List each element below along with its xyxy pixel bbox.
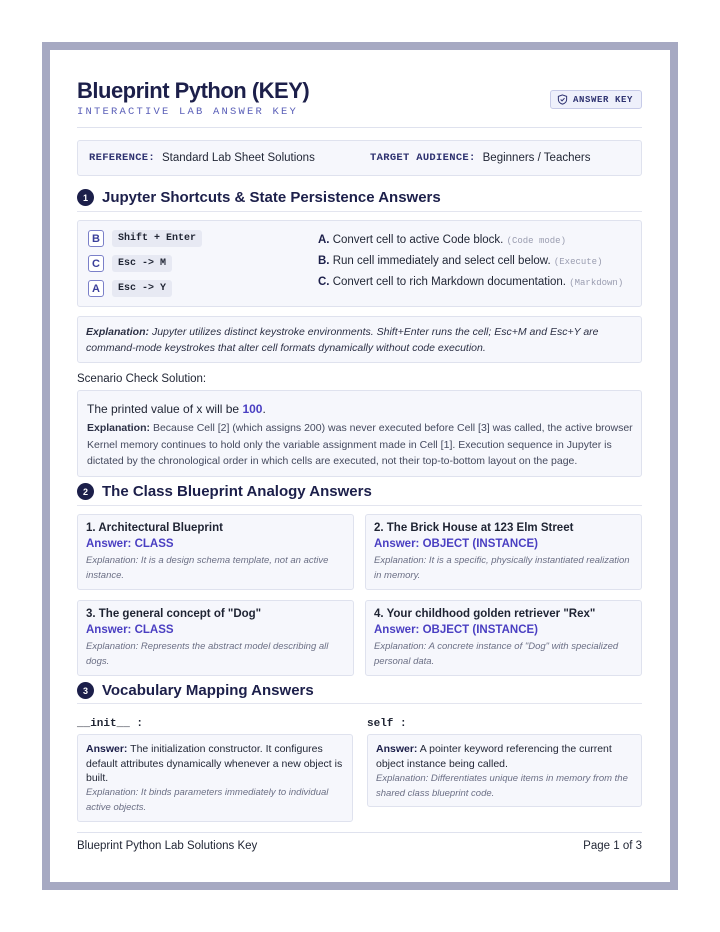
shortcut-explanation-box xyxy=(77,316,642,363)
answer-option xyxy=(318,255,602,267)
scenario-suffix: . xyxy=(262,402,266,416)
card-explanation: Explanation: Represents the abstract model describing all dogs. xyxy=(86,641,329,667)
match-letter: C xyxy=(88,255,104,272)
reference-bar xyxy=(77,140,642,176)
shortcut-keys: Esc -> M xyxy=(112,255,172,272)
audience-label: TARGET AUDIENCE: xyxy=(370,152,476,164)
section-title: Jupyter Shortcuts & State Persistence Answers xyxy=(102,189,441,206)
reference-label: REFERENCE: xyxy=(89,152,156,164)
analogy-card xyxy=(77,514,354,590)
scenario-explanation xyxy=(87,420,633,470)
reference-value: Standard Lab Sheet Solutions xyxy=(162,152,315,164)
footer-title: Blueprint Python Lab Solutions Key xyxy=(77,840,258,852)
scenario-solution-box xyxy=(77,390,642,477)
section-number: 2 xyxy=(77,483,94,500)
option-text: Run cell immediately and select cell below. xyxy=(332,255,551,267)
scenario-value: 100 xyxy=(242,402,263,416)
page-title: Blueprint Python (KEY) xyxy=(77,78,310,103)
match-letter: A xyxy=(88,280,104,297)
analogy-card xyxy=(365,514,642,590)
answer-option xyxy=(318,276,623,288)
audience-value: Beginners / Teachers xyxy=(482,152,591,164)
option-letter: B. xyxy=(318,255,330,267)
shortcut-explanation xyxy=(86,324,633,356)
explanation-label: Explanation: xyxy=(86,326,150,338)
shield-check-icon xyxy=(557,94,568,105)
option-hint: (Code mode) xyxy=(506,236,566,246)
vocab-explanation: Explanation: Differentiates unique items in memory from the shared class blueprint code. xyxy=(376,773,628,799)
shortcut-keys: Esc -> Y xyxy=(112,280,172,297)
explanation-line: Kernel memory continues to hold only the variable assignment made in Cell [1]. Execution sequence in Jupyter is xyxy=(87,438,612,451)
shortcut-row xyxy=(88,255,172,272)
explanation-line: dictated by the chronological order in which cells are executed, not their top-to-bottom layout on the page. xyxy=(87,455,578,467)
card-explanation: Explanation: A concrete instance of "Dog" with specialized personal data. xyxy=(374,641,619,667)
shortcut-keys: Shift + Enter xyxy=(112,230,202,247)
answer-option xyxy=(318,234,566,246)
shortcut-matching-box xyxy=(77,220,642,307)
scenario-prefix: The printed value of x will be xyxy=(87,402,240,416)
card-heading: 2. The Brick House at 123 Elm Street xyxy=(374,522,574,534)
option-text: Convert cell to active Code block. xyxy=(332,234,504,246)
document-page xyxy=(50,50,670,882)
card-explanation: Explanation: It is a specific, physically instantiated realization in memory. xyxy=(374,555,630,581)
card-heading: 1. Architectural Blueprint xyxy=(86,522,223,534)
badge-label: ANSWER KEY xyxy=(572,94,633,105)
vocab-term: __init__ : xyxy=(77,718,144,730)
section-number: 1 xyxy=(77,189,94,206)
option-hint: (Markdown) xyxy=(569,278,624,288)
card-explanation: Explanation: It is a design schema template, not an active instance. xyxy=(86,555,329,581)
card-answer: Answer: OBJECT (INSTANCE) xyxy=(374,538,538,550)
section-3-heading xyxy=(77,682,642,699)
page-number: Page 1 of 3 xyxy=(583,840,642,852)
option-letter: C. xyxy=(318,276,330,288)
explanation-line: Jupyter utilizes distinct keystroke environments. Shift+Enter runs the cell; Esc+M and Esc+Y are xyxy=(151,326,599,338)
section-title: The Class Blueprint Analogy Answers xyxy=(102,483,372,500)
option-hint: (Execute) xyxy=(553,257,603,267)
vocab-answer: Answer: The initialization constructor. It configures default attributes dynamically whenever a new object is built. xyxy=(86,743,343,784)
vocab-explanation: Explanation: It binds parameters immediately to individual active objects. xyxy=(86,787,329,813)
card-heading: 3. The general concept of "Dog" xyxy=(86,608,262,620)
option-letter: A. xyxy=(318,234,330,246)
section-divider xyxy=(77,703,642,704)
explanation-line: command-mode keystrokes that alter cell formats dynamically without code execution. xyxy=(86,342,486,354)
vocab-answer: Answer: A pointer keyword referencing the current object instance being called. xyxy=(376,743,612,770)
footer-divider xyxy=(77,832,642,833)
vocab-term: self : xyxy=(367,718,407,730)
section-number: 3 xyxy=(77,682,94,699)
shortcut-row xyxy=(88,280,172,297)
card-answer: Answer: CLASS xyxy=(86,624,174,636)
explanation-label: Explanation: xyxy=(87,422,151,434)
analogy-card xyxy=(77,600,354,676)
section-divider xyxy=(77,505,642,506)
scenario-answer xyxy=(87,402,266,416)
answer-key-badge xyxy=(550,90,642,109)
vocab-answer-box xyxy=(77,734,353,822)
page-subtitle: INTERACTIVE LAB ANSWER KEY xyxy=(77,106,299,118)
vocab-answer-box xyxy=(367,734,642,807)
section-divider xyxy=(77,211,642,212)
card-heading: 4. Your childhood golden retriever "Rex" xyxy=(374,608,596,620)
header-divider xyxy=(77,127,642,128)
analogy-card xyxy=(365,600,642,676)
scenario-label: Scenario Check Solution: xyxy=(77,373,207,385)
answer-label: Answer: xyxy=(86,743,128,755)
card-answer: Answer: OBJECT (INSTANCE) xyxy=(374,624,538,636)
match-letter: B xyxy=(88,230,104,247)
shortcut-row xyxy=(88,230,202,247)
answer-label: Answer: xyxy=(376,743,418,755)
card-answer: Answer: CLASS xyxy=(86,538,174,550)
section-1-heading xyxy=(77,189,642,206)
section-2-heading xyxy=(77,483,642,500)
explanation-line: Because Cell [2] (which assigns 200) was never executed before Cell [3] was called, the active browser xyxy=(152,422,633,434)
section-title: Vocabulary Mapping Answers xyxy=(102,682,314,699)
option-text: Convert cell to rich Markdown documentation. xyxy=(332,276,567,288)
